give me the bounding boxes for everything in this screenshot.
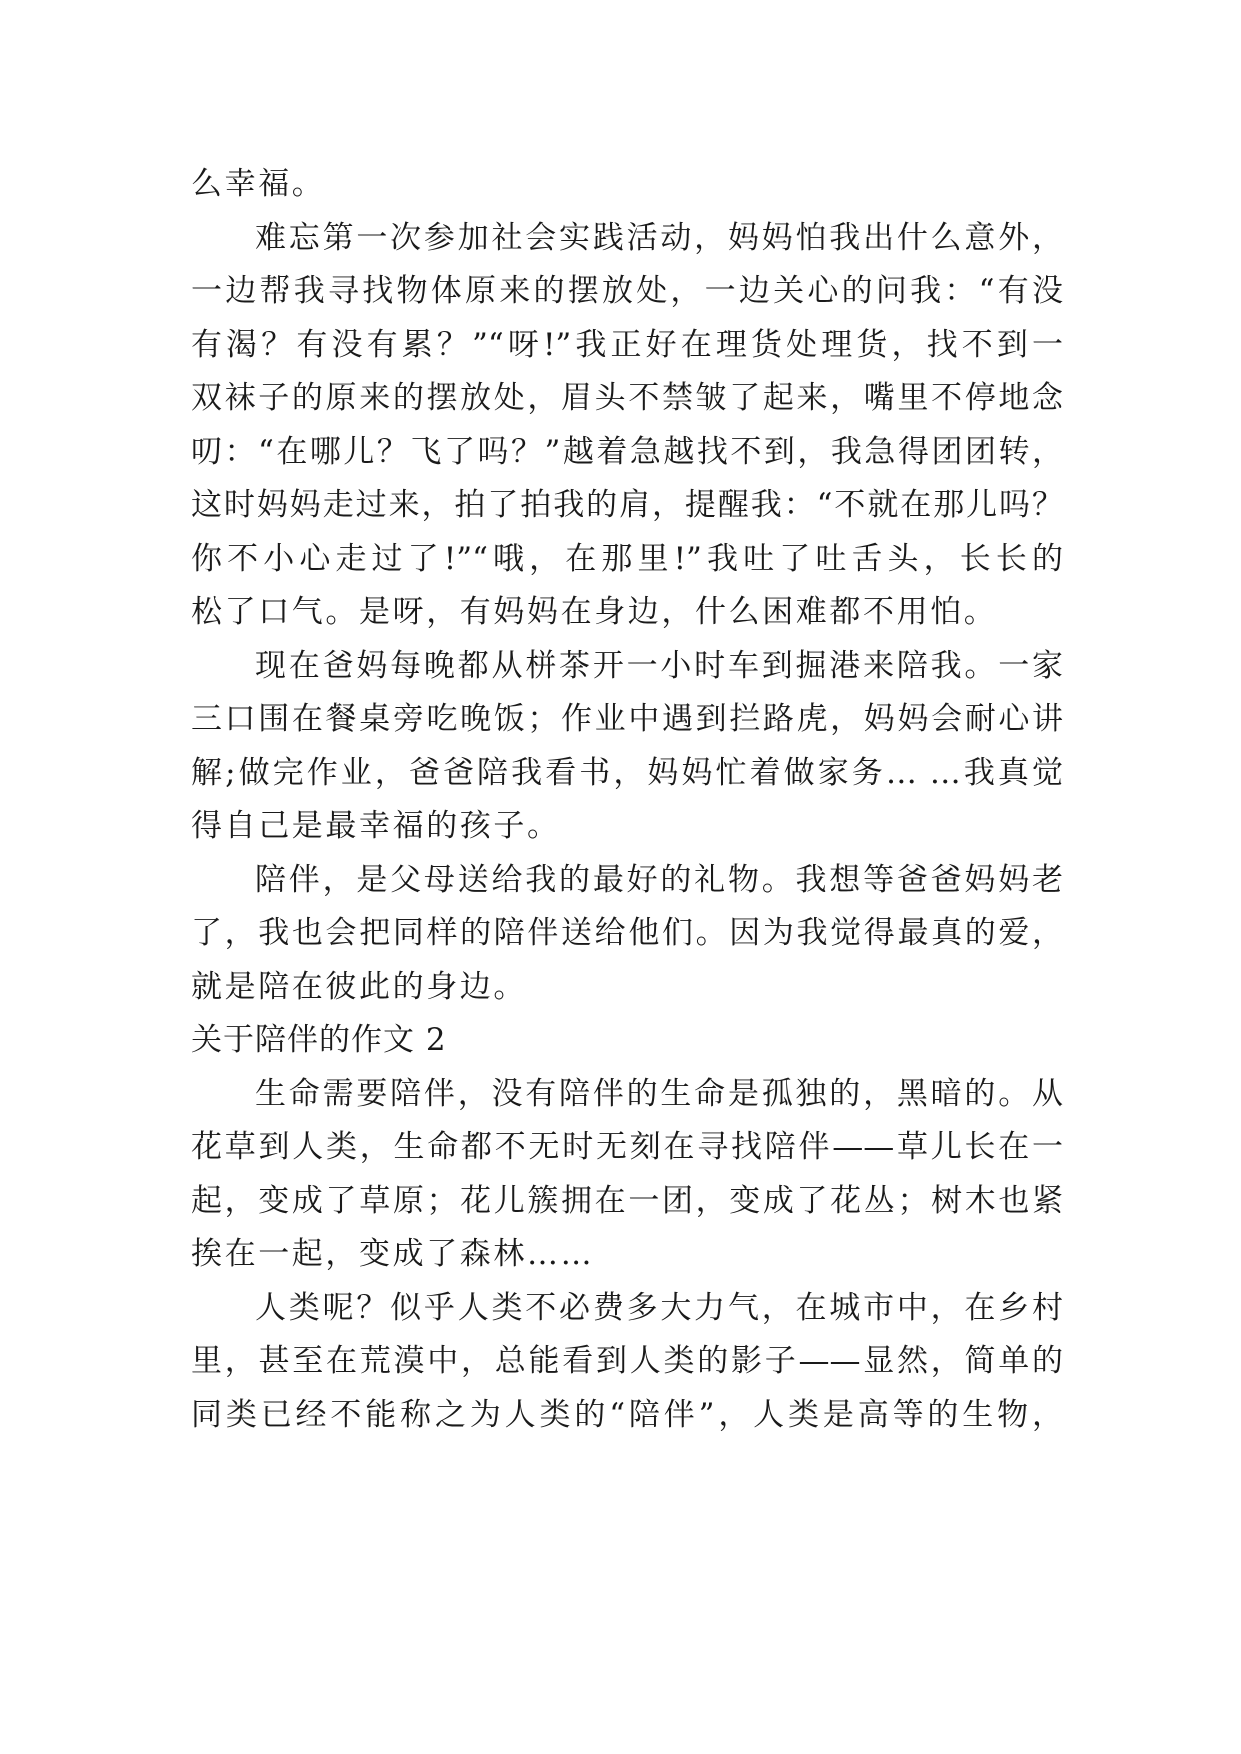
text-line: 同类已经不能称之为人类的“陪伴”，人类是高等的生物，: [191, 1396, 1063, 1433]
section-heading: 关于陪伴的作文 2: [191, 1022, 447, 1058]
text-line: 双袜子的原来的摆放处，眉头不禁皱了起来，嘴里不停地念: [191, 380, 1063, 416]
paragraph-start-line: 生命需要陪伴，没有陪伴的生命是孤独的，黑暗的。从: [255, 1075, 1063, 1112]
text-line: 么幸福。: [191, 166, 326, 202]
text-line: 一边帮我寻找物体原来的摆放处，一边关心的问我：“有没: [191, 273, 1063, 309]
text-line: 挨在一起，变成了森林……: [191, 1236, 595, 1272]
text-line: 你不小心走过了!”“哦，在那里!”我吐了吐舌头，长长的: [191, 540, 1063, 577]
text-line: 里，甚至在荒漠中，总能看到人类的影子——显然，简单的: [191, 1343, 1063, 1379]
text-line: 得自己是最幸福的孩子。: [191, 808, 561, 844]
document-page: [191, 158, 1063, 1442]
text-line: 起，变成了草原；花儿簇拥在一团，变成了花丛；树木也紧: [191, 1182, 1063, 1219]
paragraph-start-line: 难忘第一次参加社会实践活动，妈妈怕我出什么意外，: [255, 219, 1063, 256]
paragraph-start-line: 陪伴，是父母送给我的最好的礼物。我想等爸爸妈妈老: [255, 861, 1063, 898]
text-line: 这时妈妈走过来，拍了拍我的肩，提醒我：“不就在那儿吗？: [191, 487, 1063, 523]
paragraph-start-line: 现在爸妈每晚都从栟茶开一小时车到掘港来陪我。一家: [255, 647, 1063, 684]
text-line: 解;做完作业，爸爸陪我看书，妈妈忙着做家务… …我真觉: [191, 754, 1063, 791]
text-line: 叨：“在哪儿？飞了吗？”越着急越找不到，我急得团团转，: [191, 433, 1063, 470]
text-line: 有渴？有没有累？”“呀!”我正好在理货处理货，找不到一: [191, 326, 1063, 363]
text-line: 松了口气。是呀，有妈妈在身边，什么困难都不用怕。: [191, 594, 998, 630]
text-line: 花草到人类，生命都不无时无刻在寻找陪伴——草儿长在一: [191, 1129, 1063, 1165]
text-line: 就是陪在彼此的身边。: [191, 968, 527, 1005]
text-line: 了，我也会把同样的陪伴送给他们。因为我觉得最真的爱，: [191, 915, 1063, 951]
paragraph-start-line: 人类呢？似乎人类不必费多大力气，在城市中，在乡村: [255, 1289, 1063, 1326]
text-line: 三口围在餐桌旁吃晚饭；作业中遇到拦路虎，妈妈会耐心讲: [191, 701, 1063, 737]
